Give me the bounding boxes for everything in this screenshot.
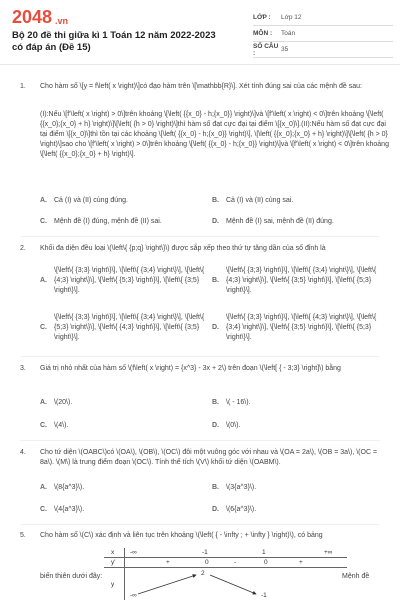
question-separator <box>20 440 380 441</box>
option-text: \(4{a^3}\). <box>54 506 85 513</box>
option-label: C. <box>40 422 47 429</box>
question-body: (I):Nếu \[f'\left( x \right) > 0\]trên khoảng \[\left( {{x_0} - h;{x_0}} \right)\]và \[f'\left( x \right) < 0\]trên khoảng \[\left( {{x_0};{x_0} + h} \right)\]\[\left( {h > 0} \right)\]thì hàm số đạt cực đại tại điểm \[{x_0}\].(II):Nếu hàm số đạt cực đại tại điểm \[{x_0}\]thì tồn tại các khoảng \[\left( {{x_0} - h;{x_0}} \right)\], \[\left( {{x_0};{x_0} + h} \right)\]\[\left( {h > 0} \right)\]sao cho \[f'\left( x \right) > 0\]trên khoảng \[\left( {{x_0} - h;{x_0}} \right)\]và \[f'\left( x \right) < 0\]trên khoảng \[\left( {{x_0};{x_0} + h} \right)\]. <box>40 111 389 158</box>
option-text: \[\left\{ {3;3} \right\}\], \[\left\{ {3;4} \right\}\], \[\left\{ {4;3} \right\}\], \[\left\{ {5;3} \right\}\], \[\left\{ {3;5} \right\}\]. <box>54 267 205 294</box>
y-value: 2 <box>201 570 205 577</box>
meta-value: Lớp 12 <box>281 14 302 21</box>
meta-row-class <box>253 10 393 26</box>
x-value: -∞ <box>130 549 137 556</box>
meta-value: Toán <box>281 30 296 37</box>
option-text: \(0\). <box>226 422 241 429</box>
y-value: -1 <box>261 592 267 599</box>
row-label-y: y <box>111 581 115 588</box>
option-label: C. <box>40 324 47 331</box>
option-text: \[\left\{ {3;3} \right\}\], \[\left\{ {4;3} \right\}\], \[\left\{ {3;4} \right\}\], \[\left\{ {3;5} \right\}\], \[\left\{ {5;3} \right\}\]. <box>226 314 377 341</box>
meta-key: MÔN : <box>253 30 273 37</box>
option-text: \(3{a^3}\). <box>226 484 257 491</box>
option-label: B. <box>212 277 219 284</box>
x-value: 1 <box>262 549 266 556</box>
document-meta <box>253 10 393 58</box>
sign-value: - <box>234 559 237 566</box>
question-separator <box>20 236 380 237</box>
option-text: Cả (I) và (II) cùng đúng. <box>54 197 128 204</box>
y-value: -∞ <box>130 592 137 599</box>
header-divider <box>0 64 400 65</box>
option-text: \[\left\{ {3;3} \right\}\], \[\left\{ {3;4} \right\}\], \[\left\{ {5;3} \right\}\], \[\left\{ {4;3} \right\}\], \[\left\{ {3;5} \right\}\]. <box>54 314 205 341</box>
meta-key: SỐ CÂU : <box>253 42 279 57</box>
meta-row-subject <box>253 26 393 42</box>
question-stem: Cho tứ diện \(OABC\)có \(OA\), \(OB\), \(OC\) đôi một vuông góc với nhau và \(OA = 2a\), \(OB = 3a\), \(OC = 8a\). \(M\) là trung điểm đoạn \(OC\). Tính thể tích \(V\) khối tứ diện \(OABM\). <box>40 449 378 466</box>
option-text: \(8{a^3}\). <box>54 484 85 491</box>
question-stem-right: Mệnh đề <box>342 573 370 580</box>
logo-suffix: .vn <box>55 16 69 26</box>
x-value: -1 <box>202 549 208 556</box>
question-number: 4. <box>20 449 26 456</box>
option-text: \[\left\{ {3;3} \right\}\], \[\left\{ {3;4} \right\}\], \[\left\{ {4;3} \right\}\], \[\left\{ {3;5} \right\}\], \[\left\{ {5;3} \right\}\]. <box>226 267 377 294</box>
option-text: Mệnh đề (I) đúng, mệnh đề (II) sai. <box>54 218 162 225</box>
question-number: 5. <box>20 532 26 539</box>
option-label: D. <box>212 218 219 225</box>
meta-key: LỚP : <box>253 14 271 21</box>
question-number: 2. <box>20 245 26 252</box>
sign-value: + <box>166 559 170 566</box>
question-stem: Cho hàm số \(C\) xác định và liên tục trên khoảng \(\left( { - \infty ; + \infty } \right)\), có bảng <box>40 532 323 539</box>
arrow-up-1 <box>138 575 196 594</box>
question-number: 1. <box>20 83 26 90</box>
sign-value: + <box>299 559 303 566</box>
question-stem-tail: biến thiên dưới đây: <box>40 573 103 580</box>
question-stem: Cho hàm số \[y = f\left( x \right)\]có đạo hàm trên \[\mathbb{R}\]. Xét tính đúng sai của các mệnh đề sau: <box>40 83 362 90</box>
sign-value: 0 <box>205 559 209 566</box>
header <box>0 0 400 62</box>
variation-arrows <box>104 548 347 600</box>
option-label: B. <box>212 484 219 491</box>
option-label: C. <box>40 506 47 513</box>
option-label: A. <box>40 277 47 284</box>
option-text: Mệnh đề (I) sai, mệnh đề (II) đúng. <box>226 218 334 225</box>
option-label: D. <box>212 422 219 429</box>
option-text: \(6{a^3}\). <box>226 506 257 513</box>
question-stem: Giá trị nhỏ nhất của hàm số \(f\left( x \right) = {x^3} - 3x + 2\) trên đoạn \(\left[ { - 3;3} \right]\) bằng <box>40 365 341 372</box>
option-text: Cả (I) và (II) cùng sai. <box>226 197 294 204</box>
row-label-x: x <box>111 549 115 556</box>
option-label: A. <box>40 197 47 204</box>
option-text: \( - 16\). <box>226 399 251 406</box>
option-label: A. <box>40 399 47 406</box>
site-logo[interactable] <box>12 8 68 26</box>
option-label: B. <box>212 197 219 204</box>
meta-row-count <box>253 42 393 58</box>
option-text: \(4\). <box>54 422 69 429</box>
option-text: \(20\). <box>54 399 73 406</box>
variation-table <box>104 548 347 600</box>
logo-number: 2048 <box>12 7 53 27</box>
question-stem: Khối đa diện đều loại \(\left\{ {p;q} \right\}\) được sắp xếp theo thứ tự tăng dần của số đỉnh là <box>40 245 326 252</box>
arrow-down <box>210 575 256 594</box>
question-number: 3. <box>20 365 26 372</box>
question-separator <box>20 524 380 525</box>
sign-value: 0 <box>264 559 268 566</box>
question-separator <box>20 356 380 357</box>
x-value: +∞ <box>324 549 333 556</box>
option-label: D. <box>212 324 219 331</box>
option-label: D. <box>212 506 219 513</box>
document-title: Bộ 20 đề thi giữa kì 1 Toán 12 năm 2022-2023 có đáp án (Đề 15) <box>12 30 216 53</box>
row-label-yprime: y' <box>111 559 116 566</box>
meta-value: 35 <box>281 46 289 53</box>
option-label: A. <box>40 484 47 491</box>
option-label: B. <box>212 399 219 406</box>
option-label: C. <box>40 218 47 225</box>
